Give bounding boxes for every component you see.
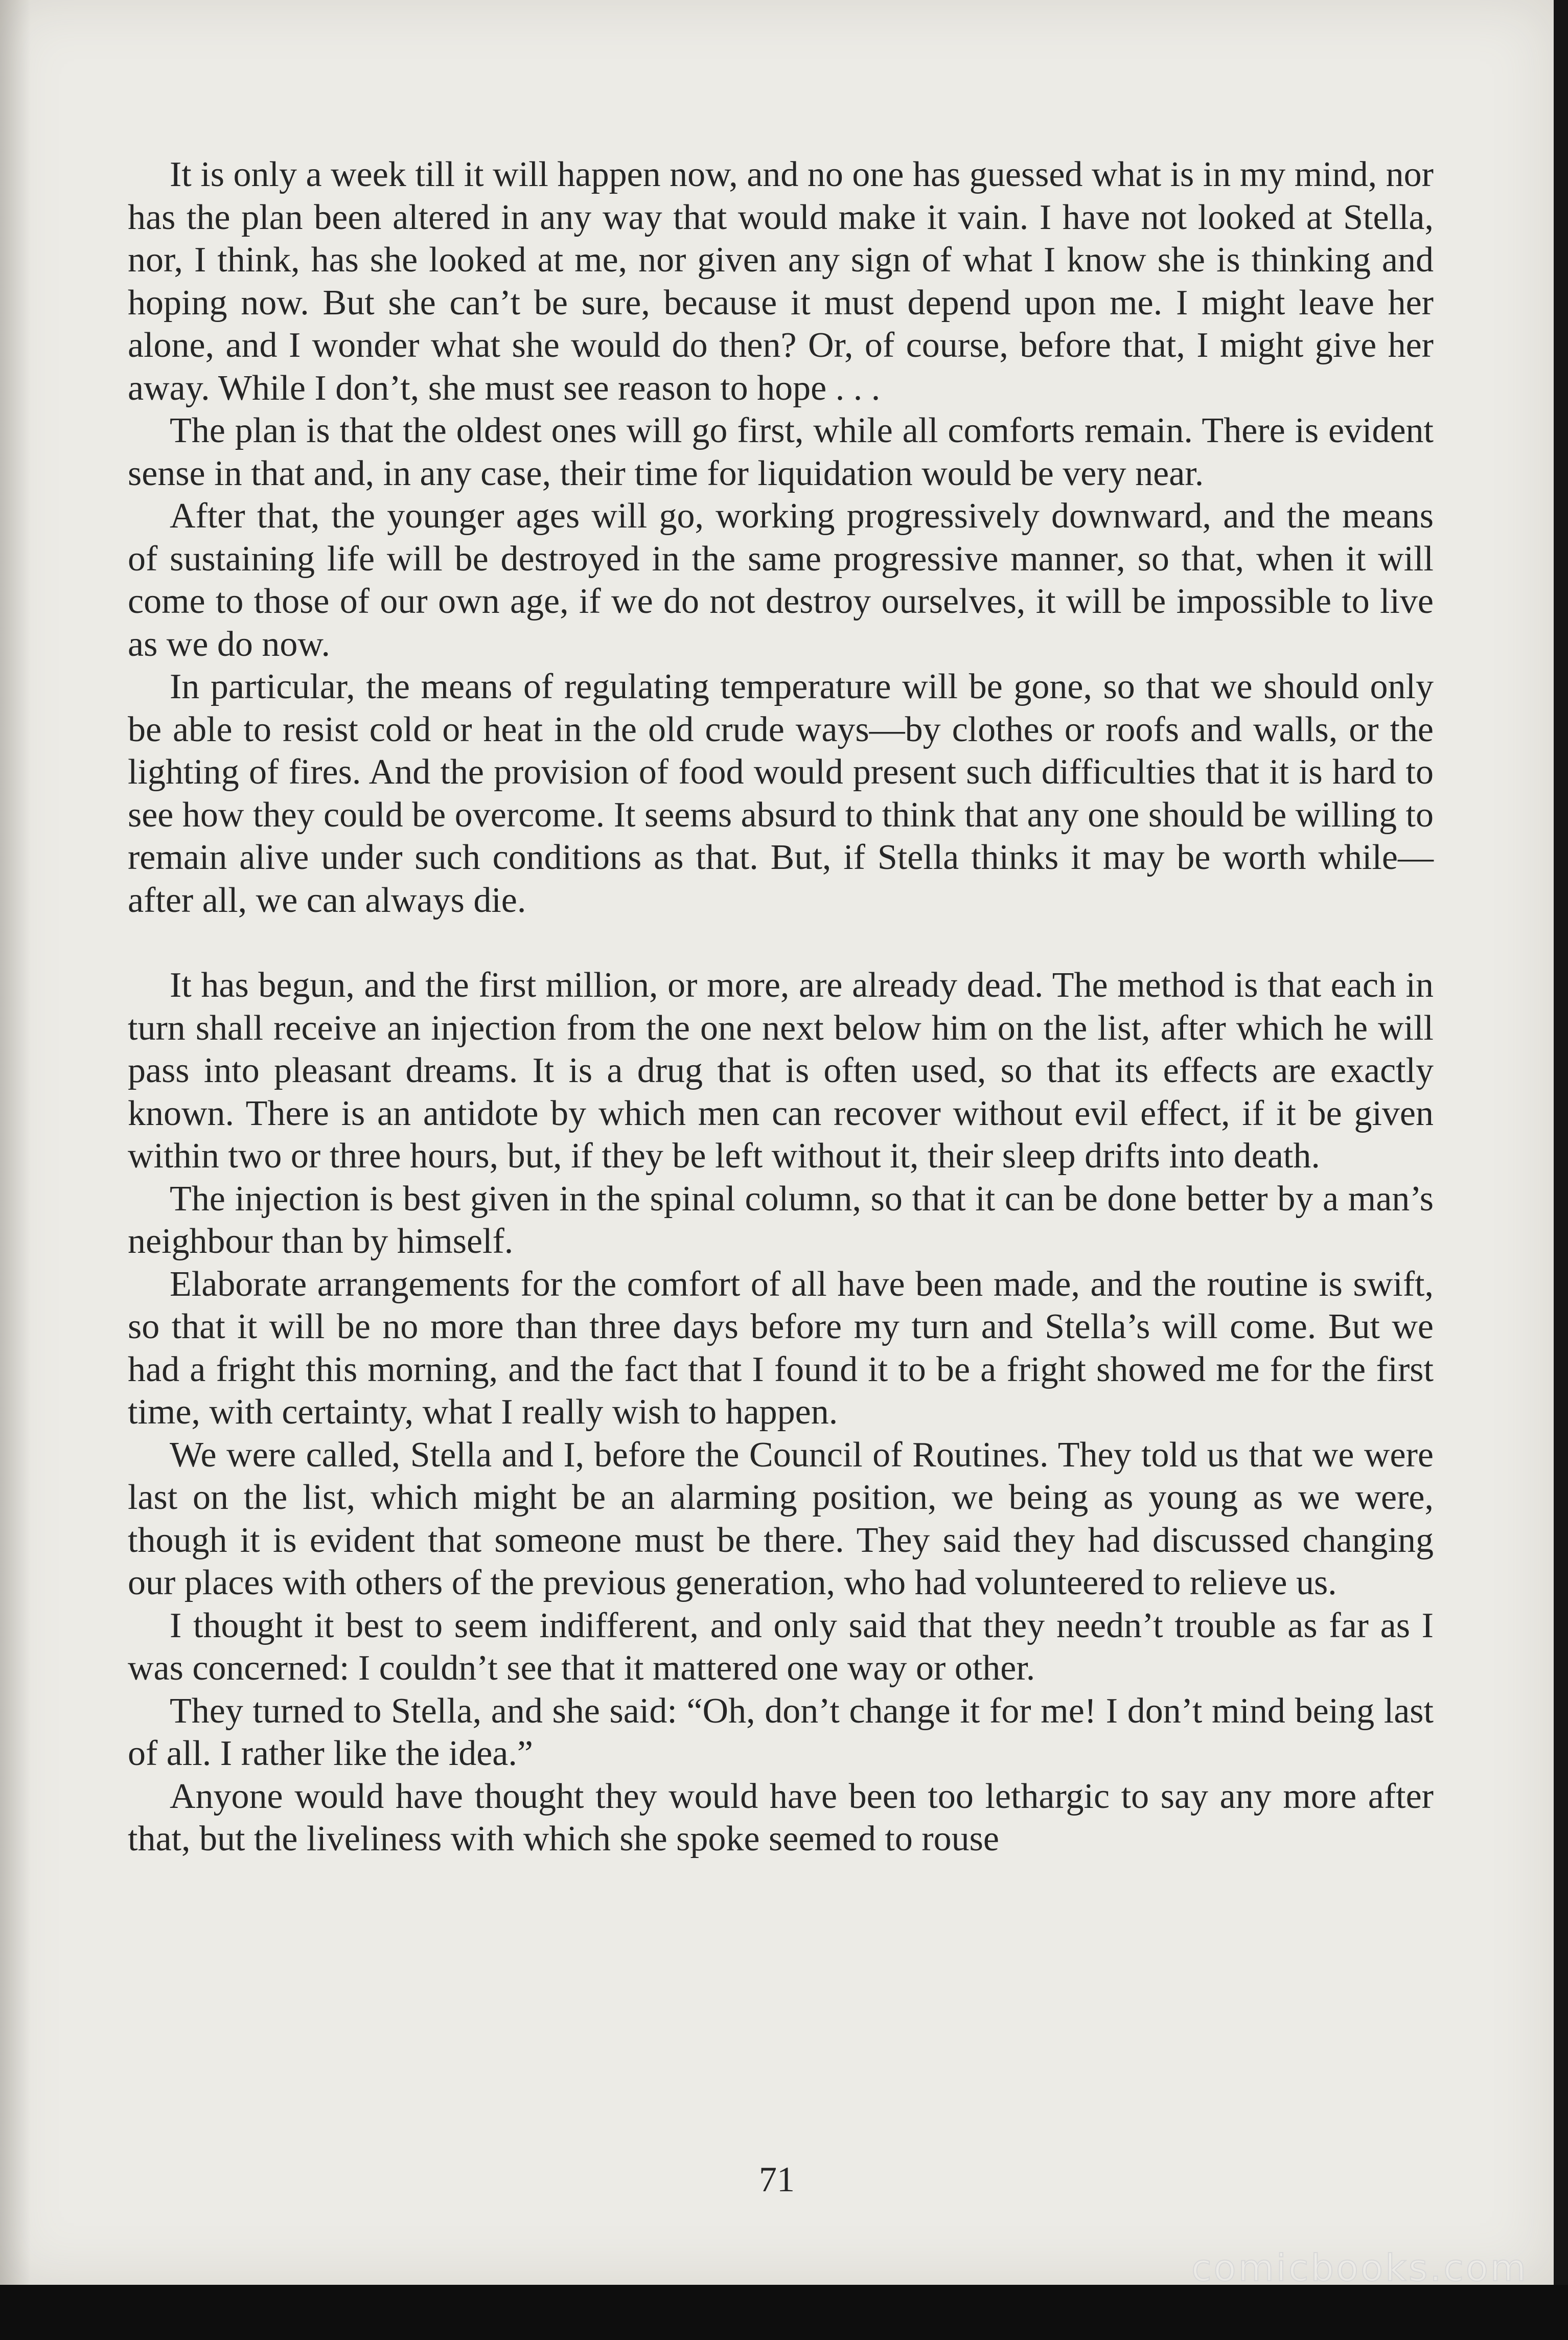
paragraph: Anyone would have thought they would have been too lethargic to say any more after that, but the liveliness with which she spoke seemed to rouse: [128, 1776, 1434, 1859]
paragraph: I thought it best to seem indifferent, and only said that they needn’t trouble as far as I was concerned: I couldn’t see that it mattered one way or other.: [128, 1605, 1434, 1688]
spine-shadow: [0, 0, 31, 2285]
page-number: 71: [759, 2160, 795, 2199]
scan-border: [0, 2285, 1568, 2340]
paragraph: It is only a week till it will happen now, and no one has guessed what is in my mind, nor has the plan been altered in any way that would make it vain. I have not looked at Stella, nor, I think, has she looked at me, nor given any sign of what I know she is thinking and hoping now. But she can’t be sure, because it must depend upon me. I might leave her alone, and I wonder what she would do then? Or, of course, before that, I might give her away. While I don’t, she must see reason to hope . . .: [128, 155, 1434, 408]
section-break: [128, 922, 1434, 964]
paragraph: After that, the younger ages will go, working progressively downward, and the means of sustaining life will be destroyed in the same progressive manner, so that, when it will come to those of our own age, if we do not destroy ourselves, it will be impossible to live as we do now.: [128, 496, 1434, 664]
paragraph: They turned to Stella, and she said: “Oh, don’t change it for me! I don’t mind being last of all. I rather like the idea.”: [128, 1691, 1434, 1773]
paragraph: Elaborate arrangements for the comfort of all have been made, and the routine is swift, so that it will be no more than three days before my turn and Stella’s will come. But we had a fright this morning, and the fact that I found it to be a fright showed me for the first time, with certainty, what I really wish to happen.: [128, 1264, 1434, 1432]
paragraph: The injection is best given in the spinal column, so that it can be done better by a man’s neighbour than by himself.: [128, 1179, 1434, 1261]
paragraph: We were called, Stella and I, before the Council of Routines. They told us that we were last on the list, which might be an alarming position, we being as young as we were, though it is evident that someone must be there. They said they had discussed changing our places with others of the previous generation, who had volunteered to relieve us.: [128, 1435, 1434, 1602]
paragraph: It has begun, and the first million, or more, are already dead. The method is that each in turn shall receive an injection from the one next below him on the list, after which he will pass into pleasant dreams. It is a drug that is often used, so that its effects are exactly known. There is an antidote by which men can recover without evil effect, if it be given within two or three hours, but, if they be left without it, their sleep drifts into death.: [128, 966, 1434, 1176]
paragraph: The plan is that the oldest ones will go first, while all comforts remain. There is evident sense in that and, in any case, their time for liquidation would be very near.: [128, 411, 1434, 493]
page-text: [128, 153, 1434, 1861]
watermark-logo: comicbooks.com: [1191, 2246, 1528, 2289]
paragraph: In particular, the means of regulating temperature will be gone, so that we should only be able to resist cold or heat in the old crude ways—by clothes or roofs and walls, or the lighting of fires. And the provision of food would present such difficulties that it is hard to see how they could be overcome. It seems absurd to think that any one should be willing to remain alive under such conditions as that. But, if Stella thinks it may be worth while—after all, we can always die.: [128, 667, 1434, 920]
